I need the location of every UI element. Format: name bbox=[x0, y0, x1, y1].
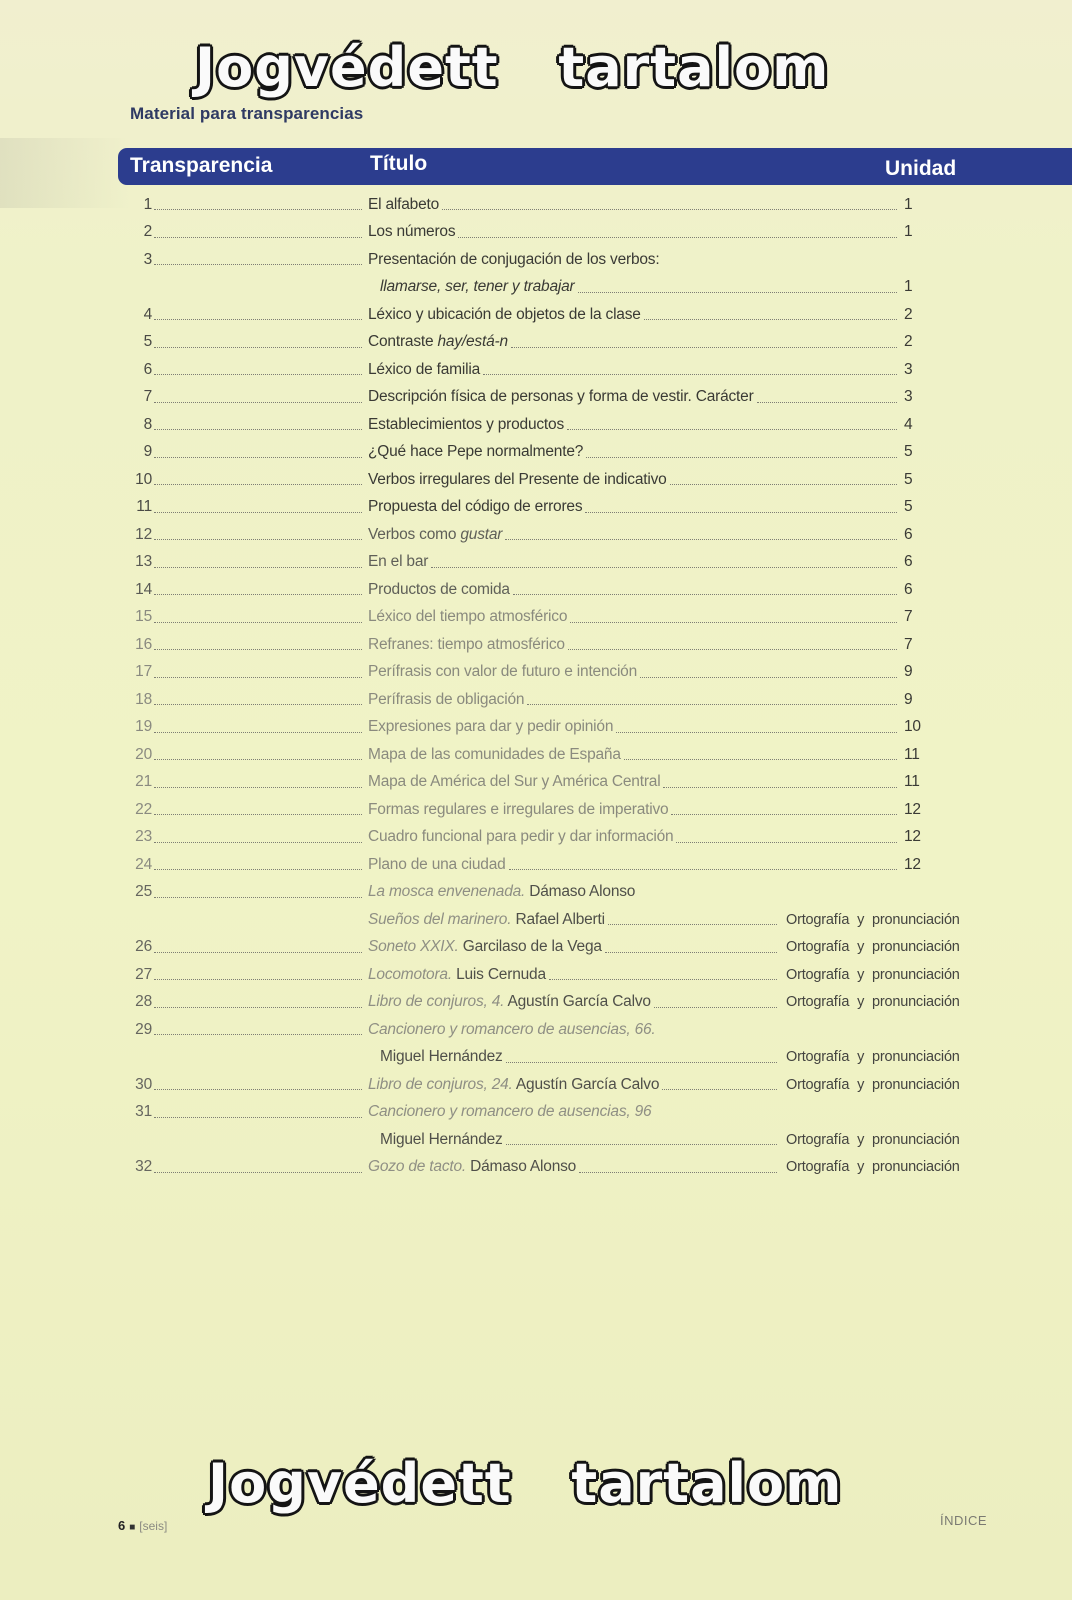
square-marker-icon: ■ bbox=[129, 1522, 136, 1533]
toc-line bbox=[118, 769, 1000, 797]
toc-row bbox=[118, 961, 1000, 989]
unit-value: Ortografía y pronunciación bbox=[786, 1131, 960, 1148]
toc-line bbox=[118, 1099, 1000, 1127]
title-text: Expresiones para dar y pedir opinión bbox=[368, 718, 614, 736]
dot-leader bbox=[154, 1172, 362, 1173]
transparency-title bbox=[368, 746, 621, 764]
dot-leader bbox=[154, 237, 362, 238]
title-text: Cuadro funcional para pedir y dar información bbox=[368, 828, 674, 846]
header-bar bbox=[118, 148, 1072, 185]
toc-row bbox=[118, 769, 1000, 797]
transparency-title bbox=[368, 581, 510, 599]
toc-line bbox=[118, 494, 1000, 522]
title-text: Luis Cernuda bbox=[451, 965, 546, 983]
dot-leader bbox=[154, 319, 362, 320]
title-italic-text: Sueños del marinero. bbox=[368, 910, 512, 928]
page-number bbox=[118, 1518, 167, 1533]
unit-value: 3 bbox=[904, 360, 913, 378]
dot-leader bbox=[154, 209, 362, 210]
title-text: En el bar bbox=[368, 553, 429, 571]
title-text: Léxico de familia bbox=[368, 360, 481, 378]
toc-row bbox=[118, 989, 1000, 1017]
dot-leader bbox=[662, 1089, 777, 1090]
toc-row bbox=[118, 879, 1000, 934]
transparency-title bbox=[368, 691, 524, 709]
toc-row bbox=[118, 301, 1000, 329]
transparency-list bbox=[118, 191, 1000, 1181]
transparency-title bbox=[368, 416, 564, 434]
unit-value: 11 bbox=[904, 773, 920, 791]
unit-value: 11 bbox=[904, 745, 920, 763]
toc-row bbox=[118, 659, 1000, 687]
transparency-number: 32 bbox=[135, 1158, 152, 1176]
dot-leader bbox=[616, 732, 897, 733]
unit-value: 4 bbox=[904, 415, 913, 433]
toc-row bbox=[118, 549, 1000, 577]
transparency-number: 29 bbox=[135, 1020, 152, 1038]
toc-row bbox=[118, 1071, 1000, 1099]
title-text: Rafael Alberti bbox=[511, 910, 605, 928]
title-text: Mapa de las comunidades de España bbox=[368, 745, 621, 763]
transparency-title bbox=[368, 828, 673, 846]
transparency-number: 14 bbox=[135, 580, 152, 598]
transparency-title bbox=[368, 938, 602, 956]
transparency-title bbox=[368, 553, 428, 571]
dot-leader bbox=[640, 677, 897, 678]
transparency-number: 7 bbox=[143, 388, 152, 406]
title-italic-text: Cancionero y romancero de ausencias, 96 bbox=[368, 1103, 652, 1121]
dot-leader bbox=[154, 264, 362, 265]
dot-leader bbox=[154, 1089, 362, 1090]
transparency-number: 20 bbox=[135, 745, 152, 763]
dot-leader bbox=[505, 539, 897, 540]
toc-line bbox=[118, 934, 1000, 962]
transparency-title bbox=[368, 718, 613, 736]
toc-line bbox=[118, 384, 1000, 412]
transparency-title bbox=[368, 773, 660, 791]
dot-leader bbox=[458, 237, 897, 238]
transparency-number: 21 bbox=[135, 773, 152, 791]
toc-row bbox=[118, 741, 1000, 769]
transparency-title bbox=[368, 361, 480, 379]
title-text: Dámaso Alonso bbox=[525, 883, 636, 901]
toc-line bbox=[118, 824, 1000, 852]
unit-value: 3 bbox=[904, 388, 913, 406]
title-text: Presentación de conjugación de los verbos: bbox=[368, 250, 660, 268]
transparency-title bbox=[368, 443, 583, 461]
title-italic-text: Cancionero y romancero de ausencias, 66. bbox=[368, 1020, 656, 1038]
toc-row bbox=[118, 356, 1000, 384]
dot-leader bbox=[549, 979, 777, 980]
dot-leader bbox=[676, 842, 897, 843]
toc-line bbox=[118, 604, 1000, 632]
toc-row bbox=[118, 521, 1000, 549]
toc-line-continuation bbox=[118, 1044, 1000, 1072]
toc-line bbox=[118, 576, 1000, 604]
transparency-title bbox=[380, 1048, 503, 1066]
column-header-unit: Unidad bbox=[885, 157, 957, 180]
transparency-number: 28 bbox=[135, 993, 152, 1011]
dot-leader bbox=[154, 897, 362, 898]
transparency-title bbox=[380, 278, 575, 296]
toc-row bbox=[118, 466, 1000, 494]
transparency-title bbox=[380, 1131, 503, 1149]
transparency-number: 31 bbox=[135, 1103, 152, 1121]
dot-leader bbox=[605, 952, 777, 953]
dot-leader bbox=[608, 924, 777, 925]
dot-leader bbox=[154, 1034, 362, 1035]
title-text: El alfabeto bbox=[368, 195, 440, 213]
title-text: Léxico y ubicación de objetos de la clase bbox=[368, 305, 641, 323]
title-text: Perífrasis de obligación bbox=[368, 690, 525, 708]
title-text: Los números bbox=[368, 223, 456, 241]
transparency-title bbox=[368, 1103, 651, 1121]
toc-line bbox=[118, 411, 1000, 439]
dot-leader bbox=[154, 402, 362, 403]
transparency-title bbox=[368, 526, 502, 544]
dot-leader bbox=[654, 1007, 777, 1008]
transparency-number: 11 bbox=[136, 498, 152, 516]
transparency-title bbox=[368, 883, 635, 901]
toc-row bbox=[118, 494, 1000, 522]
toc-row bbox=[118, 1099, 1000, 1154]
toc-line bbox=[118, 851, 1000, 879]
toc-line bbox=[118, 549, 1000, 577]
title-text: Léxico del tiempo atmosférico bbox=[368, 608, 568, 626]
page-number-word: [seis] bbox=[139, 1519, 168, 1533]
transparency-title bbox=[368, 471, 667, 489]
unit-value: 7 bbox=[904, 635, 913, 653]
transparency-number: 13 bbox=[135, 553, 152, 571]
dot-leader bbox=[154, 732, 362, 733]
transparency-title bbox=[368, 636, 565, 654]
toc-row bbox=[118, 1016, 1000, 1071]
toc-line bbox=[118, 439, 1000, 467]
dot-leader bbox=[663, 787, 897, 788]
dot-leader bbox=[154, 594, 362, 595]
dot-leader bbox=[154, 677, 362, 678]
dot-leader bbox=[154, 567, 362, 568]
unit-value: 2 bbox=[904, 305, 913, 323]
dot-leader bbox=[527, 704, 897, 705]
transparency-number: 15 bbox=[135, 608, 152, 626]
transparency-title bbox=[368, 1076, 659, 1094]
toc-line bbox=[118, 686, 1000, 714]
toc-row bbox=[118, 439, 1000, 467]
unit-value: 12 bbox=[904, 855, 921, 873]
dot-leader bbox=[154, 979, 362, 980]
watermark-top: Jogvédett tartalom bbox=[195, 36, 830, 99]
column-header-transparency: Transparencia bbox=[130, 154, 273, 177]
title-text: Garcilaso de la Vega bbox=[458, 938, 602, 956]
toc-line bbox=[118, 356, 1000, 384]
toc-row bbox=[118, 686, 1000, 714]
toc-row bbox=[118, 824, 1000, 852]
title-text: Miguel Hernández bbox=[380, 1048, 503, 1066]
toc-row bbox=[118, 246, 1000, 301]
unit-value: 10 bbox=[904, 718, 921, 736]
transparency-number: 1 bbox=[143, 195, 152, 213]
dot-leader bbox=[154, 759, 362, 760]
title-italic-text: Soneto XXIX. bbox=[368, 938, 459, 956]
transparency-title bbox=[368, 993, 651, 1011]
transparency-title bbox=[368, 388, 754, 406]
unit-value: 7 bbox=[904, 608, 913, 626]
dot-leader bbox=[568, 649, 897, 650]
dot-leader bbox=[154, 429, 362, 430]
dot-leader bbox=[513, 594, 897, 595]
running-footer-section: ÍNDICE bbox=[940, 1513, 988, 1528]
unit-value: Ortografía y pronunciación bbox=[786, 939, 960, 956]
dot-leader bbox=[154, 484, 362, 485]
transparency-number: 30 bbox=[135, 1075, 152, 1093]
toc-line bbox=[118, 191, 1000, 219]
transparency-number: 24 bbox=[135, 855, 152, 873]
unit-value: 2 bbox=[904, 333, 913, 351]
transparency-number: 22 bbox=[135, 800, 152, 818]
title-text: Mapa de América del Sur y América Central bbox=[368, 773, 661, 791]
title-text: Agustín García Calvo bbox=[512, 1075, 660, 1093]
transparency-number: 18 bbox=[135, 690, 152, 708]
title-text: Descripción física de personas y forma de vestir. Carácter bbox=[368, 388, 754, 406]
toc-line bbox=[118, 961, 1000, 989]
dot-leader bbox=[506, 1144, 777, 1145]
title-italic-text: La mosca envenenada. bbox=[368, 883, 526, 901]
unit-value: 5 bbox=[904, 498, 913, 516]
title-text: Verbos irregulares del Presente de indicativo bbox=[368, 470, 667, 488]
dot-leader bbox=[154, 869, 362, 870]
toc-row bbox=[118, 191, 1000, 219]
transparency-number: 9 bbox=[143, 443, 152, 461]
dot-leader bbox=[757, 402, 897, 403]
toc-row bbox=[118, 576, 1000, 604]
dot-leader bbox=[567, 429, 897, 430]
transparency-number: 3 bbox=[143, 250, 152, 268]
dot-leader bbox=[154, 512, 362, 513]
toc-line bbox=[118, 301, 1000, 329]
toc-row bbox=[118, 1154, 1000, 1182]
transparency-number: 5 bbox=[143, 333, 152, 351]
transparency-number: 4 bbox=[143, 305, 152, 323]
transparency-title bbox=[368, 223, 455, 241]
transparency-title bbox=[368, 1021, 656, 1039]
dot-leader bbox=[154, 952, 362, 953]
toc-line bbox=[118, 521, 1000, 549]
title-text: Miguel Hernández bbox=[380, 1130, 503, 1148]
unit-value: Ortografía y pronunciación bbox=[786, 911, 960, 928]
transparency-title bbox=[368, 1158, 576, 1176]
dot-leader bbox=[506, 1062, 777, 1063]
dot-leader bbox=[511, 347, 897, 348]
dot-leader bbox=[578, 292, 897, 293]
dot-leader bbox=[483, 374, 897, 375]
title-italic-text: Locomotora. bbox=[368, 965, 452, 983]
toc-row bbox=[118, 604, 1000, 632]
transparency-title bbox=[368, 801, 668, 819]
page-number-digit: 6 bbox=[118, 1518, 126, 1533]
title-italic-text: Gozo de tacto. bbox=[368, 1158, 467, 1176]
transparency-number: 17 bbox=[135, 663, 152, 681]
dot-leader bbox=[154, 704, 362, 705]
transparency-title bbox=[368, 333, 508, 351]
transparency-title bbox=[368, 663, 637, 681]
transparency-number: 26 bbox=[135, 938, 152, 956]
toc-line bbox=[118, 796, 1000, 824]
dot-leader bbox=[154, 814, 362, 815]
toc-line bbox=[118, 329, 1000, 357]
transparency-title bbox=[368, 856, 506, 874]
transparency-number: 19 bbox=[135, 718, 152, 736]
transparency-number: 6 bbox=[143, 360, 152, 378]
dot-leader bbox=[154, 649, 362, 650]
unit-value: 12 bbox=[904, 800, 921, 818]
unit-value: 6 bbox=[904, 525, 913, 543]
dot-leader bbox=[624, 759, 897, 760]
toc-row bbox=[118, 934, 1000, 962]
title-text: Productos de comida bbox=[368, 580, 510, 598]
title-text: Formas regulares e irregulares de imperativo bbox=[368, 800, 669, 818]
transparency-title bbox=[368, 608, 567, 626]
toc-row bbox=[118, 631, 1000, 659]
unit-value: Ortografía y pronunciación bbox=[786, 1049, 960, 1066]
toc-row bbox=[118, 219, 1000, 247]
toc-line bbox=[118, 879, 1000, 907]
transparency-number: 8 bbox=[143, 415, 152, 433]
unit-value: 1 bbox=[904, 223, 913, 241]
column-header-title: Título bbox=[370, 152, 428, 175]
title-text: Agustín García Calvo bbox=[504, 993, 651, 1011]
transparency-number: 2 bbox=[143, 223, 152, 241]
toc-line bbox=[118, 741, 1000, 769]
dot-leader bbox=[570, 622, 897, 623]
dot-leader bbox=[579, 1172, 777, 1173]
toc-line-continuation bbox=[118, 1126, 1000, 1154]
toc-row bbox=[118, 796, 1000, 824]
unit-value: 1 bbox=[904, 278, 913, 296]
toc-line bbox=[118, 1154, 1000, 1182]
unit-value: 9 bbox=[904, 663, 913, 681]
transparency-title bbox=[368, 966, 546, 984]
unit-value: 12 bbox=[904, 828, 921, 846]
transparency-number: 27 bbox=[135, 965, 152, 983]
toc-row bbox=[118, 411, 1000, 439]
dot-leader bbox=[154, 787, 362, 788]
title-italic-text: llamarse, ser, tener y trabajar bbox=[380, 278, 575, 296]
watermark-bottom: Jogvédett tartalom bbox=[208, 1452, 843, 1515]
dot-leader bbox=[154, 539, 362, 540]
title-text: Verbos como bbox=[368, 525, 461, 543]
toc-line-continuation bbox=[118, 274, 1000, 302]
unit-value: 5 bbox=[904, 470, 913, 488]
toc-line bbox=[118, 714, 1000, 742]
dot-leader bbox=[154, 457, 362, 458]
unit-value: 6 bbox=[904, 553, 913, 571]
title-text: Refranes: tiempo atmosférico bbox=[368, 635, 565, 653]
title-italic-text: gustar bbox=[460, 525, 503, 543]
title-italic-text: Libro de conjuros, 24. bbox=[368, 1075, 513, 1093]
unit-value: 1 bbox=[904, 195, 913, 213]
toc-line bbox=[118, 989, 1000, 1017]
dot-leader bbox=[509, 869, 897, 870]
dot-leader bbox=[431, 567, 897, 568]
toc-row bbox=[118, 384, 1000, 412]
toc-line-continuation bbox=[118, 906, 1000, 934]
dot-leader bbox=[154, 347, 362, 348]
transparency-number: 16 bbox=[135, 635, 152, 653]
unit-value: Ortografía y pronunciación bbox=[786, 1159, 960, 1176]
unit-value: 6 bbox=[904, 580, 913, 598]
dot-leader bbox=[585, 512, 897, 513]
toc-line bbox=[118, 659, 1000, 687]
transparency-number: 10 bbox=[135, 470, 152, 488]
dot-leader bbox=[671, 814, 897, 815]
dot-leader bbox=[154, 622, 362, 623]
title-text: Establecimientos y productos bbox=[368, 415, 564, 433]
transparency-title bbox=[368, 196, 439, 214]
dot-leader bbox=[586, 457, 897, 458]
transparency-number: 25 bbox=[135, 883, 152, 901]
toc-row bbox=[118, 851, 1000, 879]
toc-line bbox=[118, 219, 1000, 247]
dot-leader bbox=[154, 1007, 362, 1008]
dot-leader bbox=[442, 209, 897, 210]
toc-line bbox=[118, 631, 1000, 659]
toc-row bbox=[118, 714, 1000, 742]
transparency-title bbox=[368, 251, 659, 269]
transparency-number: 23 bbox=[135, 828, 152, 846]
unit-value: 9 bbox=[904, 690, 913, 708]
section-title: Material para transparencias bbox=[130, 104, 364, 123]
title-text: Dámaso Alonso bbox=[466, 1158, 577, 1176]
transparency-title bbox=[368, 498, 582, 516]
title-text: Propuesta del código de errores bbox=[368, 498, 583, 516]
dot-leader bbox=[154, 842, 362, 843]
title-text: Contraste bbox=[368, 333, 438, 351]
title-text: ¿Qué hace Pepe normalmente? bbox=[368, 443, 584, 461]
title-text: Plano de una ciudad bbox=[368, 855, 506, 873]
title-italic-text: Libro de conjuros, 4. bbox=[368, 993, 505, 1011]
toc-line bbox=[118, 466, 1000, 494]
toc-line bbox=[118, 246, 1000, 274]
toc-line bbox=[118, 1016, 1000, 1044]
dot-leader bbox=[154, 1117, 362, 1118]
dot-leader bbox=[644, 319, 897, 320]
unit-value: Ortografía y pronunciación bbox=[786, 1076, 960, 1093]
unit-value: 5 bbox=[904, 443, 913, 461]
toc-line bbox=[118, 1071, 1000, 1099]
title-text: Perífrasis con valor de futuro e intención bbox=[368, 663, 638, 681]
transparency-title bbox=[368, 306, 641, 324]
toc-row bbox=[118, 329, 1000, 357]
title-italic-text: hay/está-n bbox=[437, 333, 508, 351]
transparency-number: 12 bbox=[135, 525, 152, 543]
dot-leader bbox=[154, 374, 362, 375]
transparency-title bbox=[368, 911, 605, 929]
unit-value: Ortografía y pronunciación bbox=[786, 994, 960, 1011]
scan-shadow bbox=[0, 138, 130, 208]
unit-value: Ortografía y pronunciación bbox=[786, 966, 960, 983]
dot-leader bbox=[670, 484, 897, 485]
